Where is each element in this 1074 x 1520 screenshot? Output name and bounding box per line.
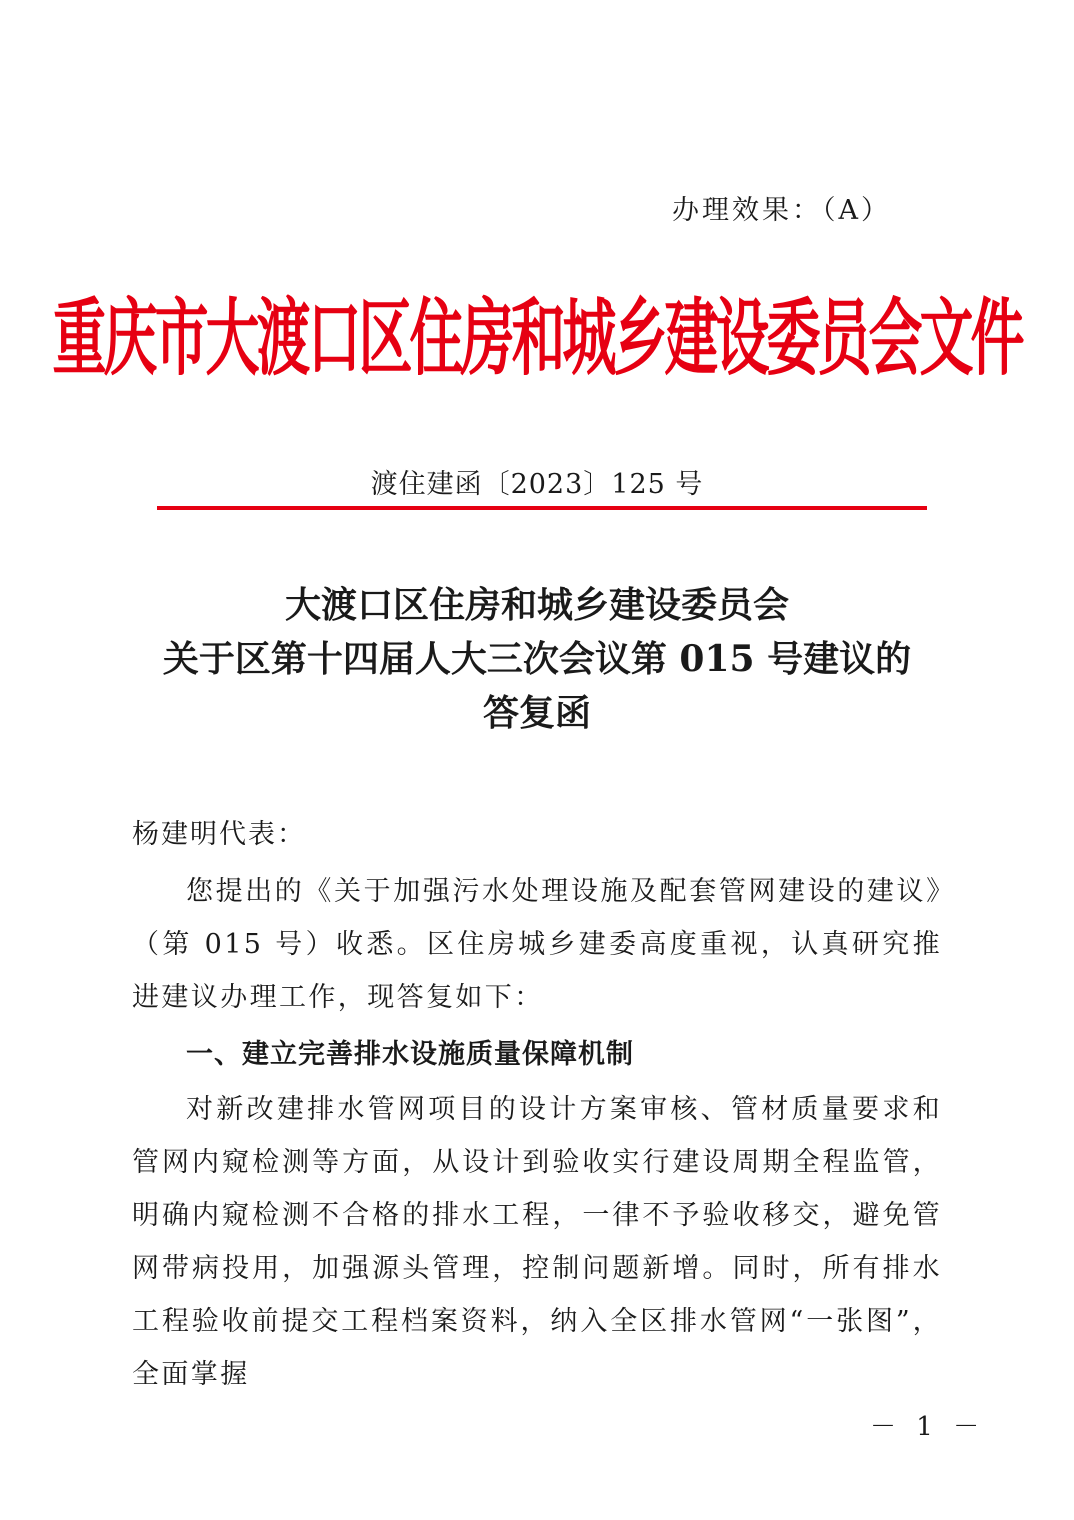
masthead-text: 重庆市大渡口区住房和城乡建设委员会文件 bbox=[52, 289, 1022, 388]
intro-paragraph: 您提出的《关于加强污水处理设施及配套管网建设的建议》（第 015 号）收悉。区住房城乡建委高度重视，认真研究推进建议办理工作，现答复如下： bbox=[132, 876, 942, 1013]
document-masthead bbox=[0, 285, 1074, 393]
section-1-paragraph: 对新改建排水管网项目的设计方案审核、管材质量要求和管网内窥检测等方面，从设计到验收实行建设周期全程监管，明确内窥检测不合格的排水工程，一律不予验收移交，避免管网带病投用，加强源头管理，控制问题新增。同时，所有排水工程验收前提交工程档案资料，纳入全区排水管网“一张图”，全面掌握 bbox=[132, 1094, 942, 1390]
red-divider-line bbox=[157, 506, 927, 510]
title-line-2: 关于区第十四届人大三次会议第 015 号建议的 bbox=[162, 638, 912, 680]
salutation: 杨建明代表： bbox=[132, 819, 306, 850]
letter-body bbox=[132, 808, 942, 1401]
section-heading-1: 一、建立完善排水设施质量保障机制 bbox=[186, 1039, 634, 1070]
title-line-3: 答复函 bbox=[482, 692, 591, 734]
handling-result-rating: 办理效果：（A） bbox=[672, 195, 891, 226]
document-number: 渡住建函〔2023〕125 号 bbox=[370, 469, 704, 500]
page-number: － 1 － bbox=[870, 1412, 986, 1442]
document-title bbox=[0, 578, 1074, 740]
title-line-1: 大渡口区住房和城乡建设委员会 bbox=[284, 584, 789, 626]
